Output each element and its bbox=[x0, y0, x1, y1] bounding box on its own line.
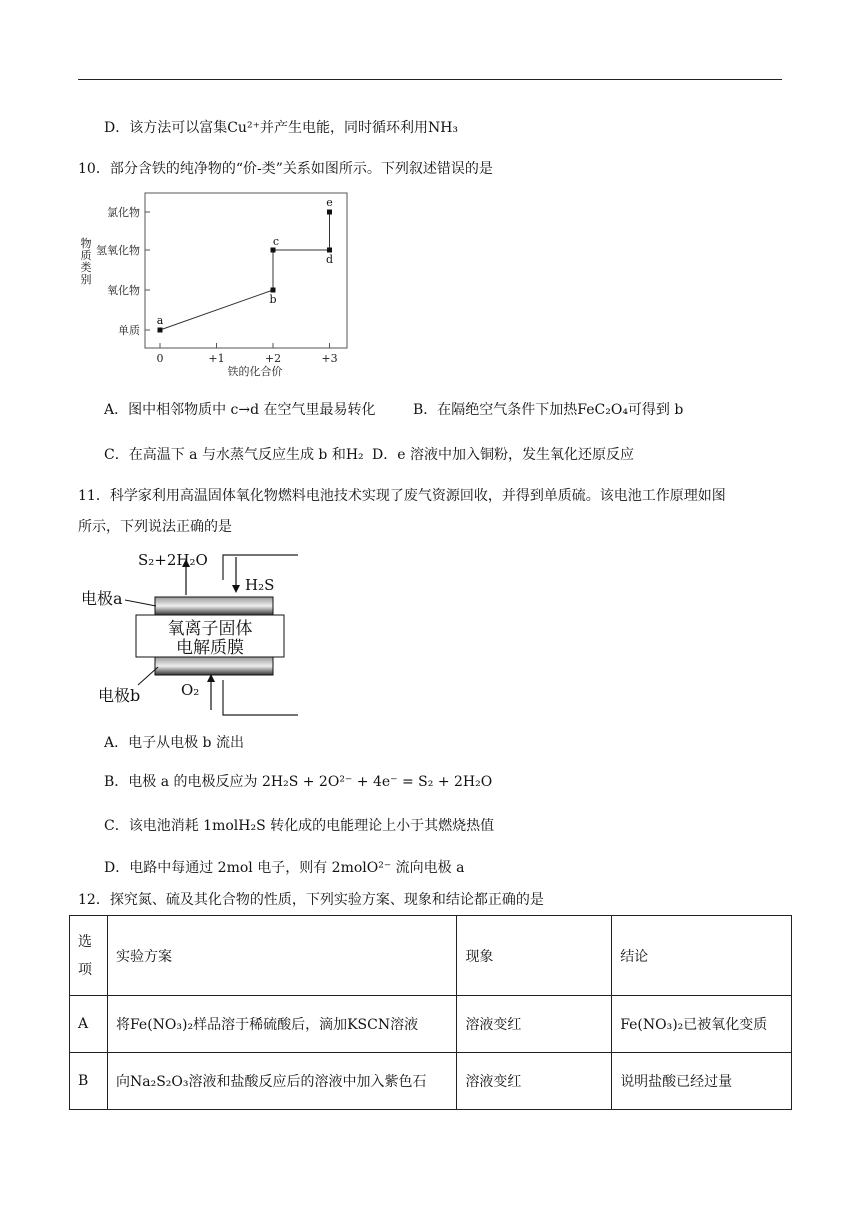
chart-xlabel: 铁的化合价 bbox=[227, 365, 283, 378]
y-tick-label: 氯化物 bbox=[107, 206, 140, 219]
header-phenomenon: 现象 bbox=[457, 916, 612, 996]
q9-option-d: D．该方法可以富集Cu²⁺并产生电能，同时循环利用NH₃ bbox=[104, 120, 459, 136]
x-tick-label: 0 bbox=[156, 352, 164, 365]
header-conclusion: 结论 bbox=[612, 916, 792, 996]
q11-option-c: C．该电池消耗 1molH₂S 转化成的电能理论上小于其燃烧热值 bbox=[104, 818, 495, 834]
q10-option-d: D．e 溶液中加入铜粉，发生氧化还原反应 bbox=[372, 447, 634, 463]
x-tick-label: +2 bbox=[264, 352, 282, 365]
cell: Fe(NO₃)₂已被氧化变质 bbox=[612, 996, 792, 1053]
connector-line bbox=[160, 290, 273, 330]
x-tick-label: +1 bbox=[208, 352, 225, 365]
q10-option-b: B．在隔绝空气条件下加热FeC₂O₄可得到 b bbox=[413, 402, 684, 418]
q12-table bbox=[69, 915, 792, 1110]
membrane-label-2: 电解质膜 bbox=[176, 638, 244, 658]
y-tick-label: 氧化物 bbox=[107, 284, 140, 297]
q11-stem-line1: 11．科学家利用高温固体氧化物燃料电池技术实现了废气资源回收，并得到单质硫。该电池工作原理如图 bbox=[78, 488, 726, 504]
fuel-cell-diagram bbox=[78, 545, 303, 720]
point-a bbox=[158, 328, 163, 333]
point-e bbox=[327, 210, 332, 215]
header-option: 选 项 bbox=[70, 916, 108, 996]
x-tick-label: +3 bbox=[321, 352, 338, 365]
cell: 说明盐酸已经过量 bbox=[612, 1053, 792, 1110]
table-row bbox=[70, 1053, 792, 1110]
point-b bbox=[271, 288, 276, 293]
cell: 溶液变红 bbox=[457, 1053, 612, 1110]
top-product-label: S₂+2H₂O bbox=[138, 551, 208, 569]
point-label-b: b bbox=[269, 293, 277, 306]
point-d bbox=[327, 248, 332, 253]
table-header-row bbox=[70, 916, 792, 996]
cell: B bbox=[70, 1053, 108, 1110]
y-tick-label: 氢氧化物 bbox=[96, 244, 140, 257]
cell: 将Fe(NO₃)₂样品溶于稀硫酸后，滴加KSCN溶液 bbox=[107, 996, 456, 1053]
q10-option-a: A．图中相邻物质中 c→d 在空气里最易转化 bbox=[104, 402, 376, 418]
chart-ylabel: 物 质 类 别 bbox=[80, 237, 92, 286]
q10-stem: 10．部分含铁的纯净物的“价-类”关系如图所示。下列叙述错误的是 bbox=[78, 161, 493, 177]
membrane-label-1: 氧离子固体 bbox=[167, 619, 253, 639]
q11-stem-line2: 所示，下列说法正确的是 bbox=[78, 519, 232, 535]
electrode-a-label: 电极a bbox=[81, 589, 123, 608]
cell: 溶液变红 bbox=[457, 996, 612, 1053]
point-label-d: d bbox=[325, 253, 334, 266]
q12-stem: 12．探究氮、硫及其化合物的性质，下列实验方案、现象和结论都正确的是 bbox=[78, 892, 544, 908]
q11-option-a: A．电子从电极 b 流出 bbox=[104, 735, 244, 751]
cell: A bbox=[70, 996, 108, 1053]
electrode-b-label: 电极b bbox=[98, 686, 141, 705]
h2s-label: H₂S bbox=[245, 576, 275, 594]
point-label-a: a bbox=[156, 314, 164, 327]
q10-option-c: C．在高温下 a 与水蒸气反应生成 b 和H₂ bbox=[104, 447, 364, 463]
point-label-e: e bbox=[326, 196, 333, 209]
q11-option-b: B．电极 a 的电极反应为 2H₂S + 2O²⁻ + 4e⁻ = S₂ + 2H₂O bbox=[104, 774, 493, 790]
iron-valence-chart bbox=[90, 190, 360, 380]
o2-label: O₂ bbox=[181, 681, 200, 699]
table-row bbox=[70, 996, 792, 1053]
y-tick-label: 单质 bbox=[118, 324, 140, 337]
header-rule bbox=[78, 79, 782, 80]
point-label-c: c bbox=[272, 235, 280, 248]
cell: 向Na₂S₂O₃溶液和盐酸反应后的溶液中加入紫色石 bbox=[107, 1053, 456, 1110]
header-plan: 实验方案 bbox=[107, 916, 456, 996]
q11-option-d: D．电路中每通过 2mol 电子，则有 2molO²⁻ 流向电极 a bbox=[104, 860, 465, 876]
point-c bbox=[271, 248, 276, 253]
